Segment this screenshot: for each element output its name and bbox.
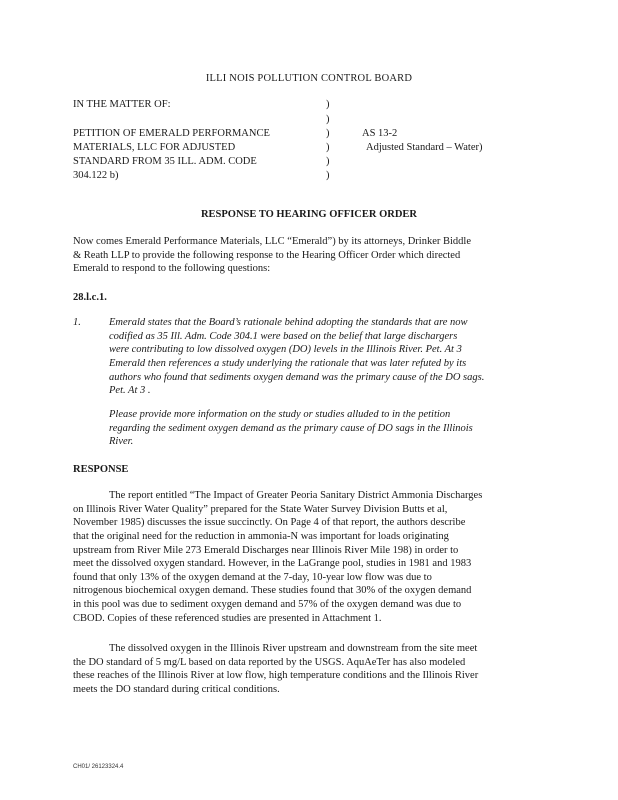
response-line: nitrogenous biochemical oxygen demand. These studies found that 30% of the oxygen demand: [73, 585, 472, 597]
response-line: The dissolved oxygen in the Illinois River upstream and downstream from the site meet: [109, 643, 478, 654]
followup-line: River.: [109, 436, 134, 448]
question-line: were contributing to low dissolved oxygen (DO) levels in the Illinois River. Pet. At 3: [109, 344, 462, 356]
response-line: CBOD. Copies of these referenced studies are presented in Attachment 1.: [73, 612, 382, 624]
response-paragraph-1: [73, 489, 543, 625]
response-line: that the original need for the reduction in ammonia-N was important for loads originating: [73, 530, 449, 542]
response-line: meet the dissolved oxygen standard. However, in the LaGrange pool, studies in 1981 and 1983: [73, 558, 472, 570]
question-line: authors who found that sediments oxygen demand was the primary cause of the DO sags.: [109, 371, 485, 383]
response-line: meets the DO standard during critical conditions.: [73, 683, 280, 695]
response-line: The report entitled “The Impact of Greater Peoria Sanitary District Ammonia Discharges: [109, 490, 483, 501]
intro-line: Emerald to respond to the following questions:: [73, 263, 271, 275]
response-heading: RESPONSE TO HEARING OFFICER ORDER: [200, 209, 418, 220]
response-line: November 1985) discusses the issue succinctly. On Page 4 of that report, the authors describe: [73, 517, 466, 529]
response-line: in this pool was due to sediment oxygen demand and 57% of the oxygen demand was due to: [73, 599, 462, 611]
question-line: Emerald states that the Board’s rationale behind adopting the standards that are now: [109, 317, 468, 328]
caption-paren: ): [326, 142, 330, 153]
question-number: 1.: [73, 317, 81, 328]
question-line: codified as 35 Ill. Adm. Code 304.1 were based on the belief that large dischargers: [109, 330, 458, 342]
question-text: [109, 316, 485, 398]
petition-line-4: 304.122 b): [73, 170, 119, 181]
caption-paren: ): [326, 170, 330, 181]
response-line: upstream from River Mile 273 Emerald Discharges near Illinois River Mile 198) in order to: [73, 544, 459, 556]
question-line: Emerald then references a study underlying the rationale that was later refuted by its: [109, 357, 467, 369]
caption-paren: ): [326, 114, 330, 125]
board-title: ILLI NOIS POLLUTION CONTROL BOARD: [205, 73, 413, 84]
response-label: RESPONSE: [73, 464, 129, 475]
question-line: Pet. At 3 .: [109, 385, 151, 397]
question-followup: [109, 408, 481, 449]
followup-line: Please provide more information on the study or studies alluded to in the petition: [109, 409, 451, 420]
response-line: the DO standard of 5 mg/L based on data reported by the USGS. AquAeTer has also modeled: [73, 656, 466, 668]
docket-type: Adjusted Standard – Water): [366, 142, 483, 153]
response-line: on Illinois River Water Quality” prepared for the State Water Survey Division Butts et al,: [73, 503, 448, 515]
intro-paragraph: [73, 235, 543, 276]
document-footer-id: CH01/ 26123324.4: [73, 764, 124, 770]
docket-number: AS 13-2: [362, 128, 398, 139]
matter-heading: IN THE MATTER OF:: [73, 99, 171, 110]
response-paragraph-2: [73, 642, 543, 697]
section-label: 28.l.c.1.: [73, 292, 107, 303]
caption-paren: ): [326, 128, 330, 139]
caption-paren: ): [326, 156, 330, 167]
caption-paren: ): [326, 99, 330, 110]
petition-line-1: PETITION OF EMERALD PERFORMANCE: [73, 128, 270, 139]
petition-line-3: STANDARD FROM 35 ILL. ADM. CODE: [73, 156, 257, 167]
intro-line: & Reath LLP to provide the following response to the Hearing Officer Order which directed: [73, 249, 461, 261]
response-line: these reaches of the Illinois River at low flow, high temperature conditions and the Illinois River: [73, 670, 479, 682]
intro-line: Now comes Emerald Performance Materials, LLC “Emerald”) by its attorneys, Drinker Biddle: [73, 236, 471, 247]
followup-line: regarding the sediment oxygen demand as the primary cause of DO sags in the Illinois: [109, 422, 473, 434]
petition-line-2: MATERIALS, LLC FOR ADJUSTED: [73, 142, 236, 153]
response-line: found that only 13% of the oxygen demand at the 7-day, 10-year low flow was due to: [73, 571, 432, 583]
